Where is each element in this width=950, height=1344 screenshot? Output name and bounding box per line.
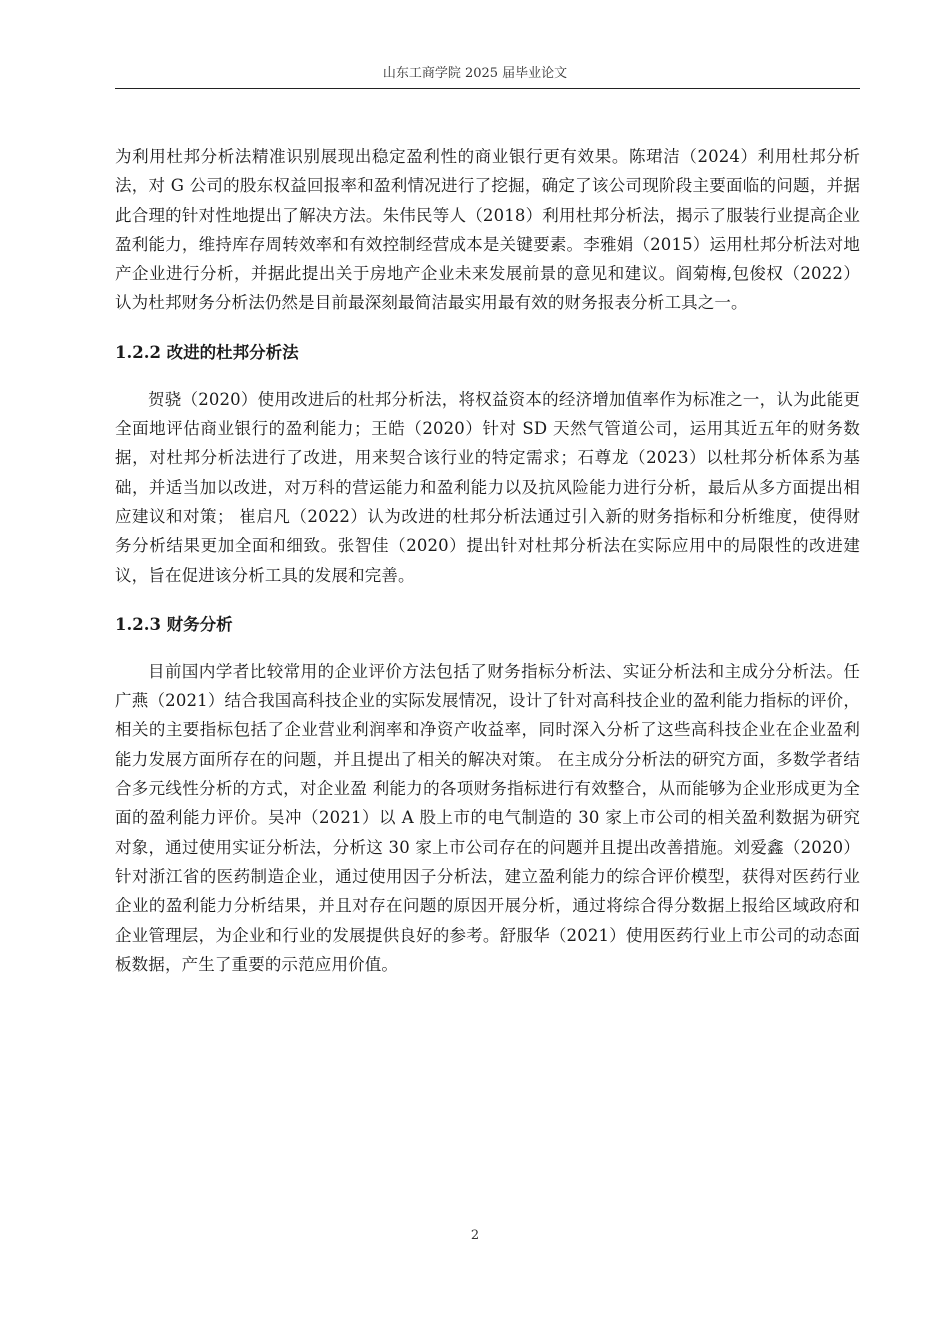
page-body [115,142,860,979]
section-heading-1-2-3: 1.2.3 财务分析 [115,614,233,634]
spacer [115,367,860,385]
spacer [115,590,860,610]
spacer [115,639,860,657]
section-heading-1-2-2: 1.2.2 改进的杜邦分析法 [115,342,299,362]
running-header: 山东工商学院 2025 届毕业论文 [382,66,568,81]
header-rule [115,88,860,89]
paragraph-dupont-literature: 为利用杜邦分析法精准识别展现出稳定盈利性的商业银行更有效果。陈珺洁（2024）利用杜邦分析法，对 G 公司的股东权益回报率和盈利情况进行了挖掘，确定了该公司现阶段主要面临的问题，并据此合理的针对性地提出了解决方法。朱伟民等人（2018）利用杜邦分析法，揭示了服装行业提高企业盈利能力，维持库存周转效率和有效控制经营成本是关键要素。李雅娟（2015）运用杜邦分析法对地产企业进行分析，并据此提出关于房地产企业未来发展前景的意见和建议。阎菊梅,包俊权（2022）认为杜邦财务分析法仍然是目前最深刻最简洁最实用最有效的财务报表分析工具之一。 [115,147,860,313]
spacer [115,318,860,338]
page-number: 2 [470,1228,480,1243]
paragraph-improved-dupont: 贺骁（2020）使用改进后的杜邦分析法，将权益资本的经济增加值率作为标准之一，认为此能更全面地评估商业银行的盈利能力；王皓（2020）针对 SD 天然气管道公司，运用其近五年的财务数据，对杜邦分析法进行了改进，用来契合该行业的特定需求；石尊龙（2023）以杜邦分析体系为基础，并适当加以改进，对万科的营运能力和盈利能力以及抗风险能力进行分析，最后从多方面提出相应建议和对策； 崔启凡（2022）认为改进的杜邦分析法通过引入新的财务指标和分析维度，使得财务分析结果更加全面和细致。张智佳（2020）提出针对杜邦分析法在实际应用中的局限性的改进建议，旨在促进该分析工具的发展和完善。 [115,389,860,585]
paragraph-financial-analysis: 目前国内学者比较常用的企业评价方法包括了财务指标分析法、实证分析法和主成分分析法。任广燕（2021）结合我国高科技企业的实际发展情况，设计了针对高科技企业的盈利能力指标的评价，相关的主要指标包括了企业营业利润率和净资产收益率，同时深入分析了这些高科技企业在企业盈利能力发展方面所存在的问题，并且提出了相关的解决对策。 在主成分分析法的研究方面，多数学者结合多元线性分析的方式，对企业盈 利能力的各项财务指标进行有效整合，从而能够为企业形成更为全面的盈利能力评价。吴冲（2021）以 A 股上市的电气制造的 30 家上市公司的相关盈利数据为研究对象，通过使用实证分析法，分析这 30 家上市公司存在的问题并且提出改善措施。刘爱鑫（2020）针对浙江省的医药制造企业，通过使用因子分析法，建立盈利能力的综合评价模型，获得对医药行业企业的盈利能力分析结果，并且对存在问题的原因开展分析，通过将综合得分数据上报给区域政府和企业管理层，为企业和行业的发展提供良好的参考。舒服华（2021）使用医药行业上市公司的动态面板数据，产生了重要的示范应用价值。 [115,661,860,974]
